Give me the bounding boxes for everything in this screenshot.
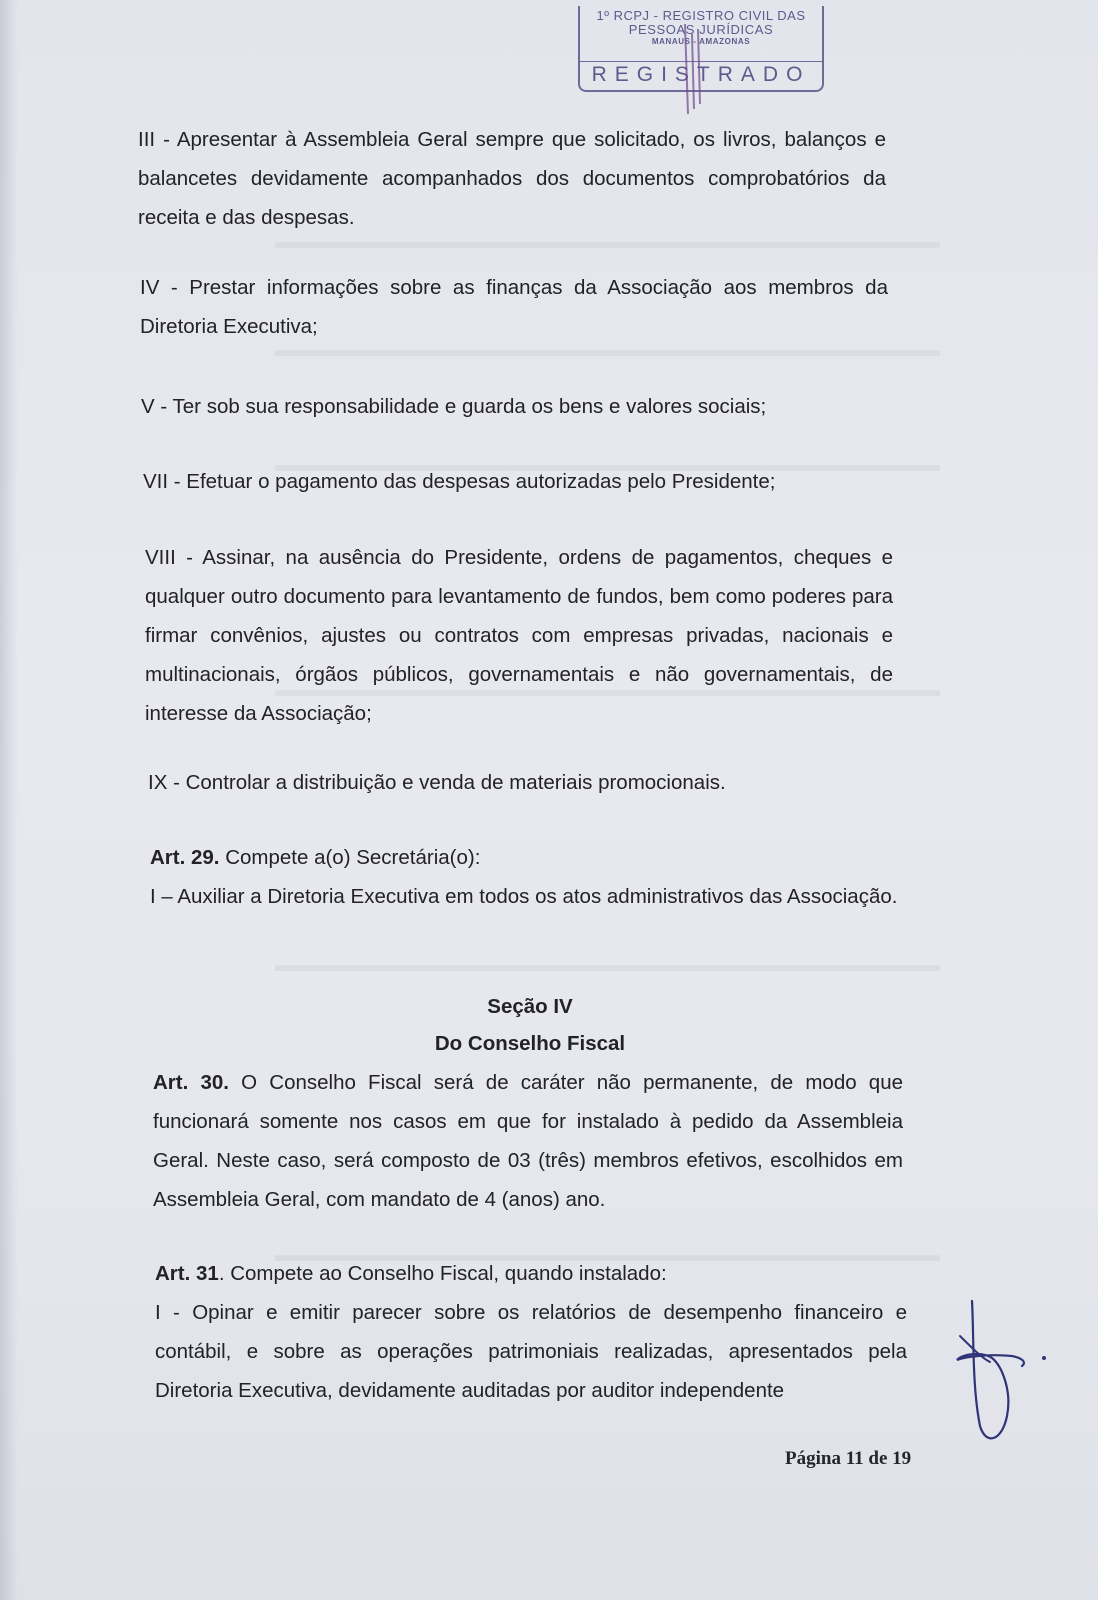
article-label: Art. 30.: [153, 1071, 229, 1094]
bleed-through-decoration: ▬▬▬▬▬▬▬▬▬▬▬▬▬▬▬▬▬▬▬▬▬▬▬▬▬▬▬▬▬▬▬▬▬▬▬: [275, 455, 940, 476]
page-number: [785, 1448, 911, 1470]
section-title: Seção IV: [487, 995, 573, 1018]
page-label: Página: [785, 1448, 841, 1469]
paragraph-text: I - Opinar e emitir parecer sobre os relatórios de desempenho financeiro e contábil, e sobre as operações patrimoniais realizadas, apresentados pela Diretoria Executiva, devidamente auditadas por auditor independente: [155, 1301, 907, 1402]
handwritten-signature-icon: [952, 1296, 1052, 1456]
bleed-through-decoration: ▬▬▬▬▬▬▬▬▬▬▬▬▬▬▬▬▬▬▬▬▬▬▬▬▬▬▬▬▬▬▬▬▬▬▬: [275, 232, 940, 253]
article-29-heading: [150, 838, 900, 877]
section-subtitle: Do Conselho Fiscal: [434, 1032, 626, 1055]
paragraph-text: I – Auxiliar a Diretoria Executiva em todos os atos administrativos das Associação.: [150, 885, 898, 908]
paragraph-item-viii: [145, 538, 893, 733]
page-of: de: [868, 1448, 888, 1469]
article-31-item-i: [155, 1293, 907, 1410]
paragraph-text: VII - Efetuar o pagamento das despesas autorizadas pelo Presidente;: [143, 470, 776, 493]
bleed-through-decoration: ▬▬▬▬▬▬▬▬▬▬▬▬▬▬▬▬▬▬▬▬▬▬▬▬▬▬▬▬▬▬▬▬▬▬▬: [275, 1245, 940, 1266]
page-total: 19: [892, 1448, 912, 1469]
stamp-registered: REGISTRADO: [580, 61, 822, 88]
article-label: Art. 29.: [150, 846, 220, 869]
paragraph-item-iv: [140, 268, 888, 346]
paragraph-item-v: [141, 387, 889, 426]
paragraph-text: VIII - Assinar, na ausência do Presidente, ordens de pagamentos, cheques e qualquer outro documento para levantamento de fundos, bem como poderes para firmar convênios, ajustes ou contratos com empresas privadas, nacionais e multinacionais, órgãos públicos, governamentais e não governamentais, de interesse da Associação;: [145, 546, 893, 725]
article-29-item-i: [150, 877, 900, 916]
article-30: [153, 1063, 903, 1219]
bleed-through-decoration: ▬▬▬▬▬▬▬▬▬▬▬▬▬▬▬▬▬▬▬▬▬▬▬▬▬▬▬▬▬▬▬▬▬▬▬: [275, 680, 940, 701]
bleed-through-decoration: ▬▬▬▬▬▬▬▬▬▬▬▬▬▬▬▬▬▬▬▬▬▬▬▬▬▬▬▬▬▬▬▬▬▬▬: [275, 340, 940, 361]
article-label: Art. 31: [155, 1262, 219, 1285]
paragraph-text: IV - Prestar informações sobre as finanças da Associação aos membros da Diretoria Executiva;: [140, 276, 888, 338]
article-text: . Compete ao Conselho Fiscal, quando instalado:: [218, 1262, 667, 1285]
article-text: O Conselho Fiscal será de caráter não permanente, de modo que funcionará somente nos casos em que for instalado à pedido da Assembleia Geral. Neste caso, será composto de 03 (três) membros efetivos, escolhidos em Assembleia Geral, com mandato de 4 (anos) ano.: [153, 1071, 904, 1211]
article-31-heading: [155, 1254, 907, 1293]
article-text: Compete a(o) Secretária(o):: [219, 846, 481, 869]
paragraph-item-iii: [138, 120, 886, 237]
paragraph-text: III - Apresentar à Assembleia Geral sempre que solicitado, os livros, balanços e balancetes devidamente acompanhados dos documentos comprobatórios da receita e das despesas.: [138, 128, 886, 229]
paragraph-text: IX - Controlar a distribuição e venda de materiais promocionais.: [148, 771, 726, 794]
stamp-line-city: MANAUS - AMAZONAS: [651, 37, 751, 46]
bleed-through-decoration: ▬▬▬▬▬▬▬▬▬▬▬▬▬▬▬▬▬▬▬▬▬▬▬▬▬▬▬▬▬▬▬▬▬▬▬: [275, 955, 940, 976]
paragraph-item-ix: [148, 763, 896, 802]
page-current: 11: [845, 1448, 864, 1469]
stamp-line-pessoas: PESSOAS JURÍDICAS: [628, 22, 774, 37]
paragraph-text: V - Ter sob sua responsabilidade e guarda os bens e valores sociais;: [141, 395, 767, 418]
stamp-line-registry: 1º RCPJ - REGISTRO CIVIL DAS: [596, 8, 806, 23]
paragraph-item-vii: [143, 462, 891, 501]
